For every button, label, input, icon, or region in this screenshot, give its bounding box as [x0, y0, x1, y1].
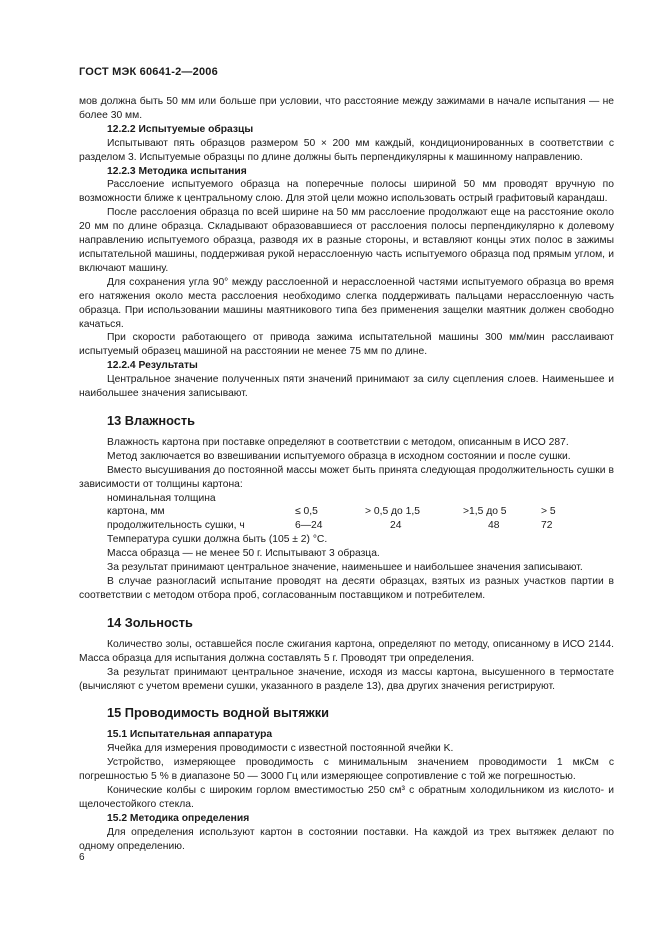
paragraph: Расслоение испытуемого образца на поперечные полосы шириной 50 мм проводят вручную по возможности ближе к центральному слою. Для этой цели можно использовать острый графитовый карандаш.: [79, 179, 614, 205]
paragraph: Масса образца — не менее 50 г. Испытывают 3 образца.: [107, 548, 380, 560]
table-cell: >1,5 до 5: [463, 506, 507, 518]
subsection-heading: 15.2 Методика определения: [107, 812, 250, 824]
paragraph: Влажность картона при поставке определяют в соответствии с методом, описанным в ИСО 287.: [107, 436, 569, 448]
table-row-label: продолжительность сушки, ч: [107, 520, 245, 532]
table-cell: ≤ 0,5: [295, 506, 318, 518]
table-cell: > 5: [541, 506, 556, 518]
paragraph: Конические колбы с широким горлом вместимостью 250 см³ с обратным холодильником из кислото- и щелочестойкого стекла.: [79, 785, 614, 810]
paragraph: За результат принимают центральное значение, наименьшее и наибольшее значения записывают.: [107, 562, 583, 574]
section-heading: 15 Проводимость водной вытяжки: [107, 705, 330, 721]
table-row-label: картона, мм: [107, 506, 165, 518]
page-number: 6: [79, 852, 85, 863]
paragraph: Ячейка для измерения проводимости с известной постоянной ячейки K.: [107, 743, 454, 755]
document-header: ГОСТ МЭК 60641-2—2006: [79, 66, 218, 78]
subsection-heading: 12.2.2 Испытуемые образцы: [107, 123, 254, 135]
paragraph: Для определения используют картон в состоянии поставки. На каждой из трех вытяжек делают по одному определению.: [79, 826, 614, 852]
table-cell: 24: [390, 520, 402, 532]
paragraph: После расслоения образца по всей ширине на 50 мм расслоение продолжают еще на расстояние около 20 мм по длине образца. Складывают образовавшиеся от расслоения полосы перпендикулярно к долевому направлению испытуемого образца, разводя их в разные стороны, и вставляют концы этих полос в зажимы испытательной машины, поддерживая рукой нерасслоенную часть испытуемого образца под прямым углом, и включают машину.: [79, 207, 614, 274]
paragraph: Температура сушки должна быть (105 ± 2) °С.: [107, 534, 328, 546]
paragraph: В случае разногласий испытание проводят на десяти образцах, взятых из разных участков партии в соответствии с методом отбора проб, согласованным поставщиком и потребителем.: [79, 576, 614, 601]
subsection-heading: 12.2.3 Методика испытания: [107, 165, 247, 177]
document-body: [79, 95, 614, 854]
paragraph: Центральное значение полученных пяти значений принимают за силу сцепления слоев. Наименьшее и наибольшее значения записывают.: [79, 374, 614, 400]
section-heading: 14 Зольность: [107, 614, 193, 630]
paragraph: Устройство, измеряющее проводимость с минимальным значением проводимости 1 мкСм с погрешностью 5 % в диапазоне 50 — 3000 Гц или измеряющее сопротивление с той же погрешностью.: [79, 757, 614, 783]
paragraph: Испытывают пять образцов размером 50 × 200 мм каждый, кондиционированных в соответствии с разделом 3. Испытуемые образцы по длине должны быть перпендикулярны к машинному направлению.: [79, 137, 614, 163]
paragraph: За результат принимают центральное значение, исходя из массы картона, высушенного в термостате (вычисляют с учетом времени сушки, указанного в разделе 13), два других значения регистрируют.: [79, 666, 614, 692]
paragraph: Метод заключается во взвешивании испытуемого образца в исходном состоянии и после сушки.: [107, 450, 571, 462]
table-row: [107, 519, 556, 533]
paragraph: Вместо высушивания до постоянной массы может быть принята следующая продолжительность сушки в зависимости от толщины картона:: [79, 464, 614, 490]
table-cell: 6—24: [295, 520, 323, 532]
table-row: [107, 505, 556, 519]
drying-time-table: [107, 492, 556, 534]
table-cell: 48: [488, 520, 500, 532]
paragraph: При скорости работающего от привода зажима испытательной машины 300 мм/мин расслаивают испытуемый образец машиной на расстоянии не менее 75 мм по длине.: [79, 332, 614, 358]
table-row: [107, 492, 556, 506]
table-caption: номинальная толщина: [107, 492, 216, 504]
table-cell: > 0,5 до 1,5: [365, 506, 420, 518]
section-heading: 13 Влажность: [107, 412, 195, 428]
subsection-heading: 15.1 Испытательная аппаратура: [107, 729, 273, 741]
subsection-heading: 12.2.4 Результаты: [107, 360, 198, 372]
paragraph: Для сохранения угла 90° между расслоенной и нерасслоенной частями испытуемого образца во время его натяжения около места расслоения необходимо слегка поддерживать пальцами нерасслоенную часть образца. При использовании машины маятникового типа без применения защелки маятник должен свободно качаться.: [79, 276, 614, 330]
paragraph: Количество золы, оставшейся после сжигания картона, определяют по методу, описанному в ИСО 2144. Масса образца для испытания должна составлять 5 г. Проводят три определения.: [79, 638, 614, 664]
table-cell: 72: [541, 520, 553, 532]
paragraph: мов должна быть 50 мм или больше при условии, что расстояние между зажимами в начале испытания — не более 30 мм.: [79, 96, 614, 121]
